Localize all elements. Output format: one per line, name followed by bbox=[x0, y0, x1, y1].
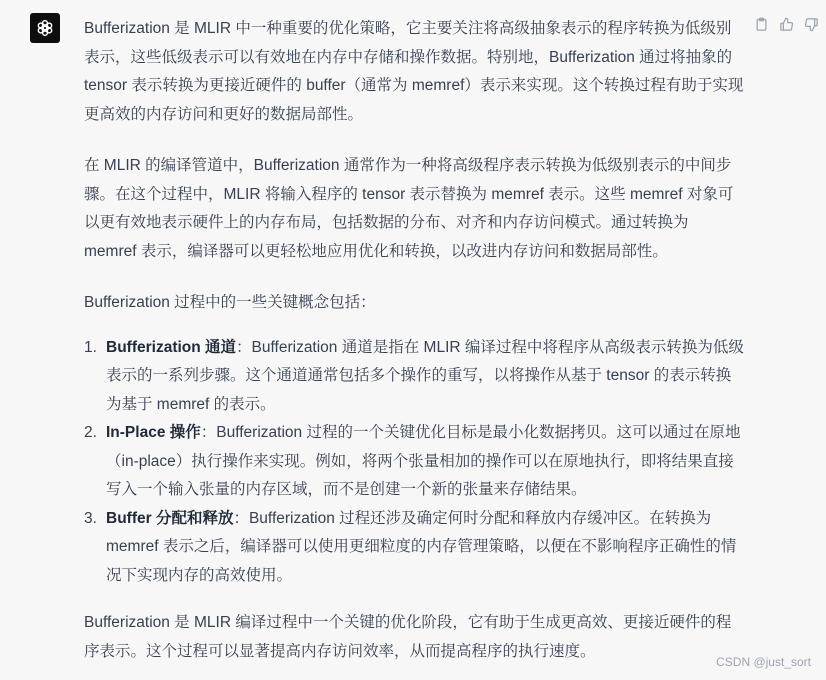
list-item bbox=[84, 334, 744, 420]
list-separator: ： bbox=[200, 424, 217, 441]
list-separator: ： bbox=[233, 509, 249, 527]
list-number: 1. bbox=[84, 338, 97, 356]
list-term: In-Place 操作 bbox=[106, 424, 201, 441]
message-paragraph: Bufferization 过程中的一些关键概念包括： bbox=[84, 294, 376, 311]
assistant-avatar bbox=[30, 13, 60, 43]
thumbs-up-icon bbox=[779, 17, 794, 32]
clipboard-icon bbox=[754, 17, 769, 32]
list-text: Bufferization 通道是指在 MLIR 编译过程中将程序从高级表示转换为低级表示的一系列步骤。这个通道通常包括多个操作的重写，以将操作从基于 tensor 的表示转换为基于 memref 的表示。 bbox=[106, 338, 744, 413]
list-term: Bufferization 通道 bbox=[106, 338, 237, 356]
openai-logo-icon bbox=[34, 17, 56, 39]
list-term: Buffer 分配和释放 bbox=[106, 509, 234, 527]
concept-list bbox=[84, 334, 744, 591]
watermark: CSDN @just_sort bbox=[716, 655, 811, 669]
list-item bbox=[84, 419, 744, 505]
message-paragraph: 在 MLIR 的编译管道中，Bufferization 通常作为一种将高级程序表示转换为低级别表示的中间步骤。在这个过程中，MLIR 将输入程序的 tensor 表示替换为 memref 表示。这些 memref 对象可以更有效地表示硬件上的内存布局，包括数据的分布、对齐和内存访问模式。通过转换为 memref 表示，编译器可以更轻松地应用优化和转换，以改进内存访问和数据局部性。 bbox=[84, 157, 734, 260]
thumbs-down-icon bbox=[804, 17, 819, 32]
message-actions bbox=[752, 15, 820, 33]
list-text: Bufferization 过程还涉及确定何时分配和释放内存缓冲区。在转换为 memref 表示之后，编译器可以使用更细粒度的内存管理策略，以便在不影响程序正确性的情况下实现内存的高效使用。 bbox=[106, 509, 737, 584]
list-separator: ： bbox=[236, 338, 252, 356]
list-number: 3. bbox=[84, 509, 97, 527]
list-item bbox=[84, 505, 744, 591]
list-number: 2. bbox=[84, 424, 97, 441]
thumbs-down-button[interactable] bbox=[802, 15, 820, 33]
message-paragraph: Bufferization 是 MLIR 中一种重要的优化策略，它主要关注将高级抽象表示的程序转换为低级别表示，这些低级表示可以有效地在内存中存储和操作数据。特别地，Bufferization 通过将抽象的 tensor 表示转换为更接近硬件的 buffer（通常为 memref）表示来实现。这个转换过程有助于实现更高效的内存访问和更好的数据局部性。 bbox=[84, 20, 744, 123]
copy-button[interactable] bbox=[752, 15, 770, 33]
list-text: Bufferization 过程的一个关键优化目标是最小化数据拷贝。这可以通过在原地（in-place）执行操作来实现。例如，将两个张量相加的操作可以在原地执行，即将结果直接写入一个输入张量的内存区域，而不是创建一个新的张量来存储结果。 bbox=[106, 424, 741, 498]
message-paragraph: Bufferization 是 MLIR 编译过程中一个关键的优化阶段，它有助于生成更高效、更接近硬件的程序表示。这个过程可以显著提高内存访问效率，从而提高程序的执行速度。 bbox=[84, 614, 732, 660]
assistant-message bbox=[84, 15, 744, 666]
thumbs-up-button[interactable] bbox=[777, 15, 795, 33]
